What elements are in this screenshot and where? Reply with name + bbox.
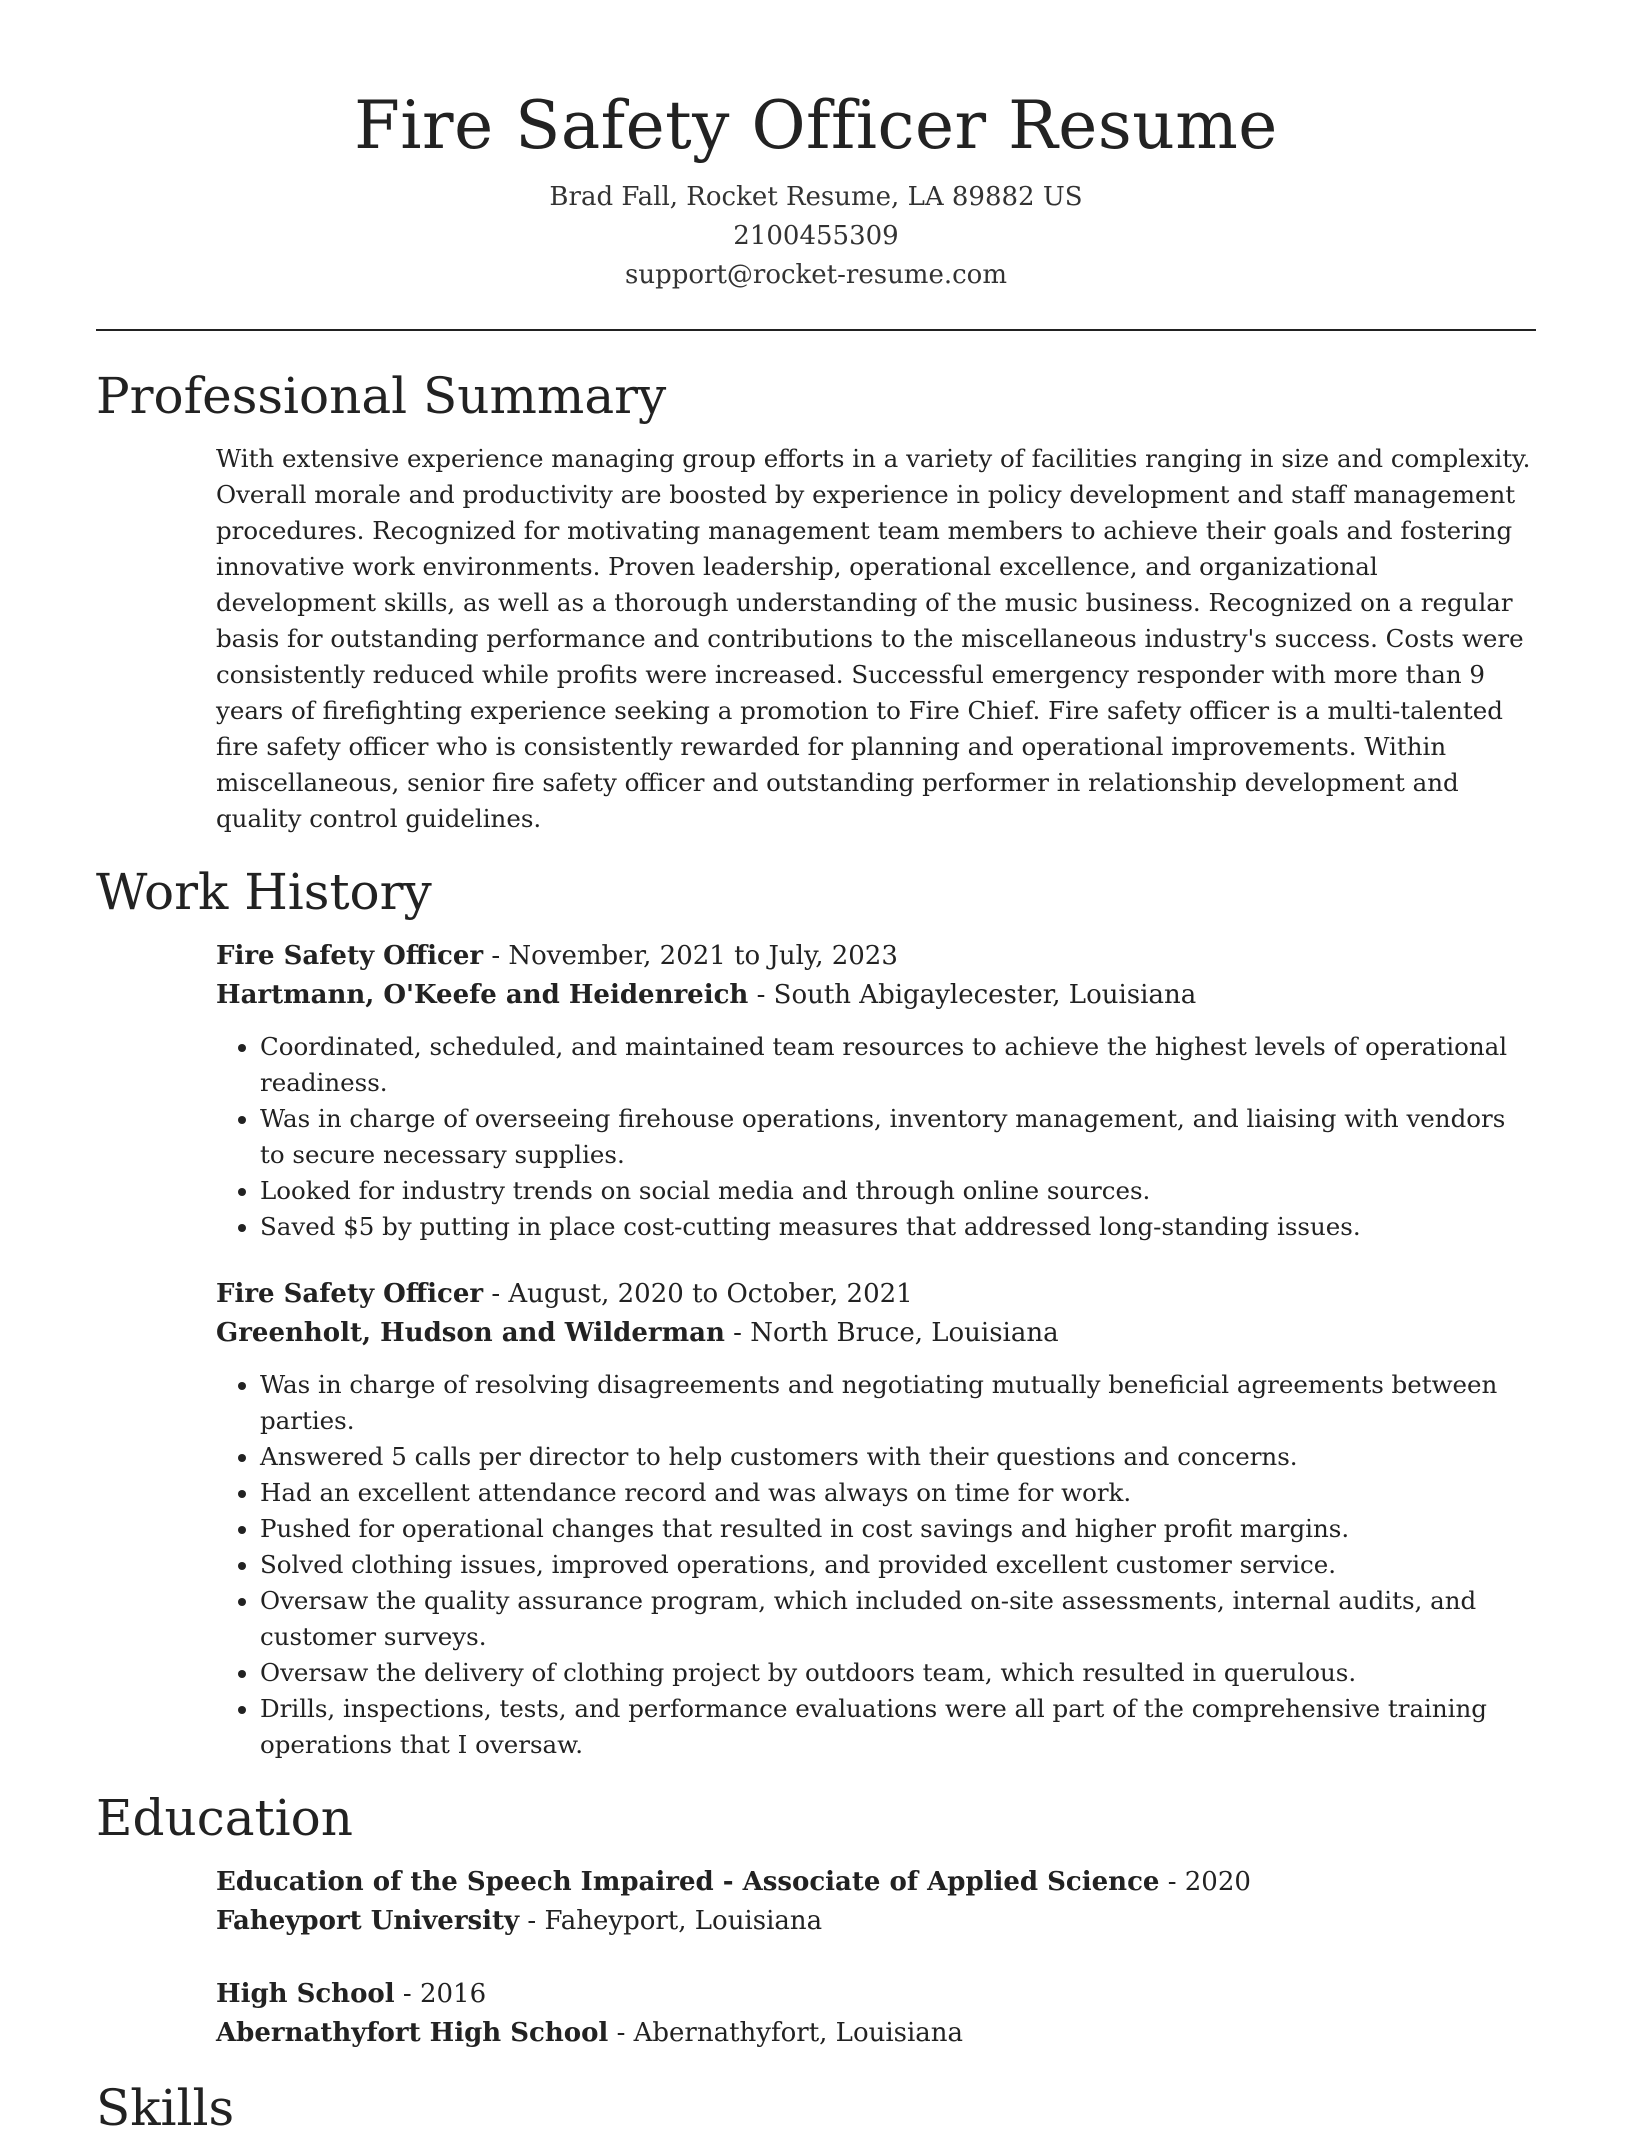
education-heading: Education xyxy=(96,1789,353,1847)
list-item: • Coordinated, scheduled, and maintained team resources to achieve the highest levels of operational readiness. xyxy=(260,1029,1536,1101)
resume-page xyxy=(96,0,1536,2141)
contact-info xyxy=(96,178,1536,295)
education-degree-line xyxy=(216,1863,1536,1902)
list-item: • Saved $5 by putting in place cost-cutting measures that addressed long-standing issues. xyxy=(260,1209,1536,1245)
contact-address: Brad Fall, Rocket Resume, LA 89882 US xyxy=(549,182,1083,212)
job-title: Fire Safety Officer xyxy=(216,941,484,971)
job-entry xyxy=(216,937,1536,1245)
list-item: • Was in charge of overseeing firehouse operations, inventory management, and liaising with vendors to secure necessary supplies. xyxy=(260,1101,1536,1173)
education-location: - Faheyport, Louisiana xyxy=(519,1906,823,1936)
education-school: Abernathyfort High School xyxy=(216,2018,609,2048)
page-title: Fire Safety Officer Resume xyxy=(354,87,1278,164)
education-school-line xyxy=(216,2014,1536,2053)
education-section xyxy=(96,1785,1536,2053)
list-item: • Was in charge of resolving disagreements and negotiating mutually beneficial agreements between parties. xyxy=(260,1367,1536,1439)
list-item: • Pushed for operational changes that resulted in cost savings and higher profit margins. xyxy=(260,1511,1536,1547)
job-location: - North Bruce, Louisiana xyxy=(724,1318,1059,1348)
job-dates: - August, 2020 to October, 2021 xyxy=(483,1279,913,1309)
education-location: - Abernathyfort, Louisiana xyxy=(608,2018,964,2048)
list-item: • Drills, inspections, tests, and performance evaluations were all part of the comprehensive training operations that I oversaw. xyxy=(260,1691,1536,1763)
skills-section xyxy=(96,2075,1536,2141)
job-location: - South Abigaylecester, Louisiana xyxy=(748,980,1197,1010)
job-duties-list xyxy=(216,1367,1536,1763)
education-year: - 2020 xyxy=(1159,1867,1251,1897)
skills-heading: Skills xyxy=(96,2079,235,2137)
list-item: • Oversaw the delivery of clothing project by outdoors team, which resulted in querulous. xyxy=(260,1655,1536,1691)
education-school-line xyxy=(216,1902,1536,1941)
list-item: • Had an excellent attendance record and was always on time for work. xyxy=(260,1475,1536,1511)
job-title-line xyxy=(216,1275,1536,1314)
education-degree-line xyxy=(216,1975,1536,2014)
job-entry xyxy=(216,1275,1536,1763)
education-degree: High School xyxy=(216,1979,395,2009)
header-divider xyxy=(96,329,1536,331)
job-company: Hartmann, O'Keefe and Heidenreich xyxy=(216,980,749,1010)
work-history-section xyxy=(96,859,1536,1763)
resume-header xyxy=(96,0,1536,295)
education-year: - 2016 xyxy=(394,1979,487,2009)
job-title: Fire Safety Officer xyxy=(216,1279,484,1309)
job-duties-list xyxy=(216,1029,1536,1245)
job-company-line xyxy=(216,976,1536,1015)
summary-section xyxy=(96,363,1536,837)
contact-email: support@rocket-resume.com xyxy=(624,260,1007,290)
job-company-line xyxy=(216,1314,1536,1353)
list-item: • Solved clothing issues, improved operations, and provided excellent customer service. xyxy=(260,1547,1536,1583)
summary-text: With extensive experience managing group efforts in a variety of facilities ranging in size and complexity. Overall morale and productivity are boosted by experience in policy development and staff management procedures. Recognized for motivating management team members to achieve their goals and fostering innovative work environments. Proven leadership, operational excellence, and organizational development skills, as well as a thorough understanding of the music business. Recognized on a regular basis for outstanding performance and contributions to the miscellaneous industry's success. Costs were consistently reduced while profits were increased. Successful emergency responder with more than 9 years of firefighting experience seeking a promotion to Fire Chief. Fire safety officer is a multi-talented fire safety officer who is consistently rewarded for planning and operational improvements. Within miscellaneous, senior fire safety officer and outstanding performer in relationship development and quality control guidelines. xyxy=(216,444,1531,833)
work-history-heading: Work History xyxy=(96,863,432,921)
education-entry xyxy=(216,1975,1536,2053)
job-dates: - November, 2021 to July, 2023 xyxy=(483,941,898,971)
list-item: • Answered 5 calls per director to help customers with their questions and concerns. xyxy=(260,1439,1536,1475)
list-item: • Oversaw the quality assurance program, which included on-site assessments, internal audits, and customer surveys. xyxy=(260,1583,1536,1655)
contact-phone: 2100455309 xyxy=(733,221,899,251)
education-entry xyxy=(216,1863,1536,1941)
summary-heading: Professional Summary xyxy=(96,367,667,425)
education-school: Faheyport University xyxy=(216,1906,520,1936)
education-degree: Education of the Speech Impaired - Associate of Applied Science xyxy=(216,1867,1160,1897)
job-title-line xyxy=(216,937,1536,976)
list-item: • Looked for industry trends on social media and through online sources. xyxy=(260,1173,1536,1209)
job-company: Greenholt, Hudson and Wilderman xyxy=(216,1318,725,1348)
